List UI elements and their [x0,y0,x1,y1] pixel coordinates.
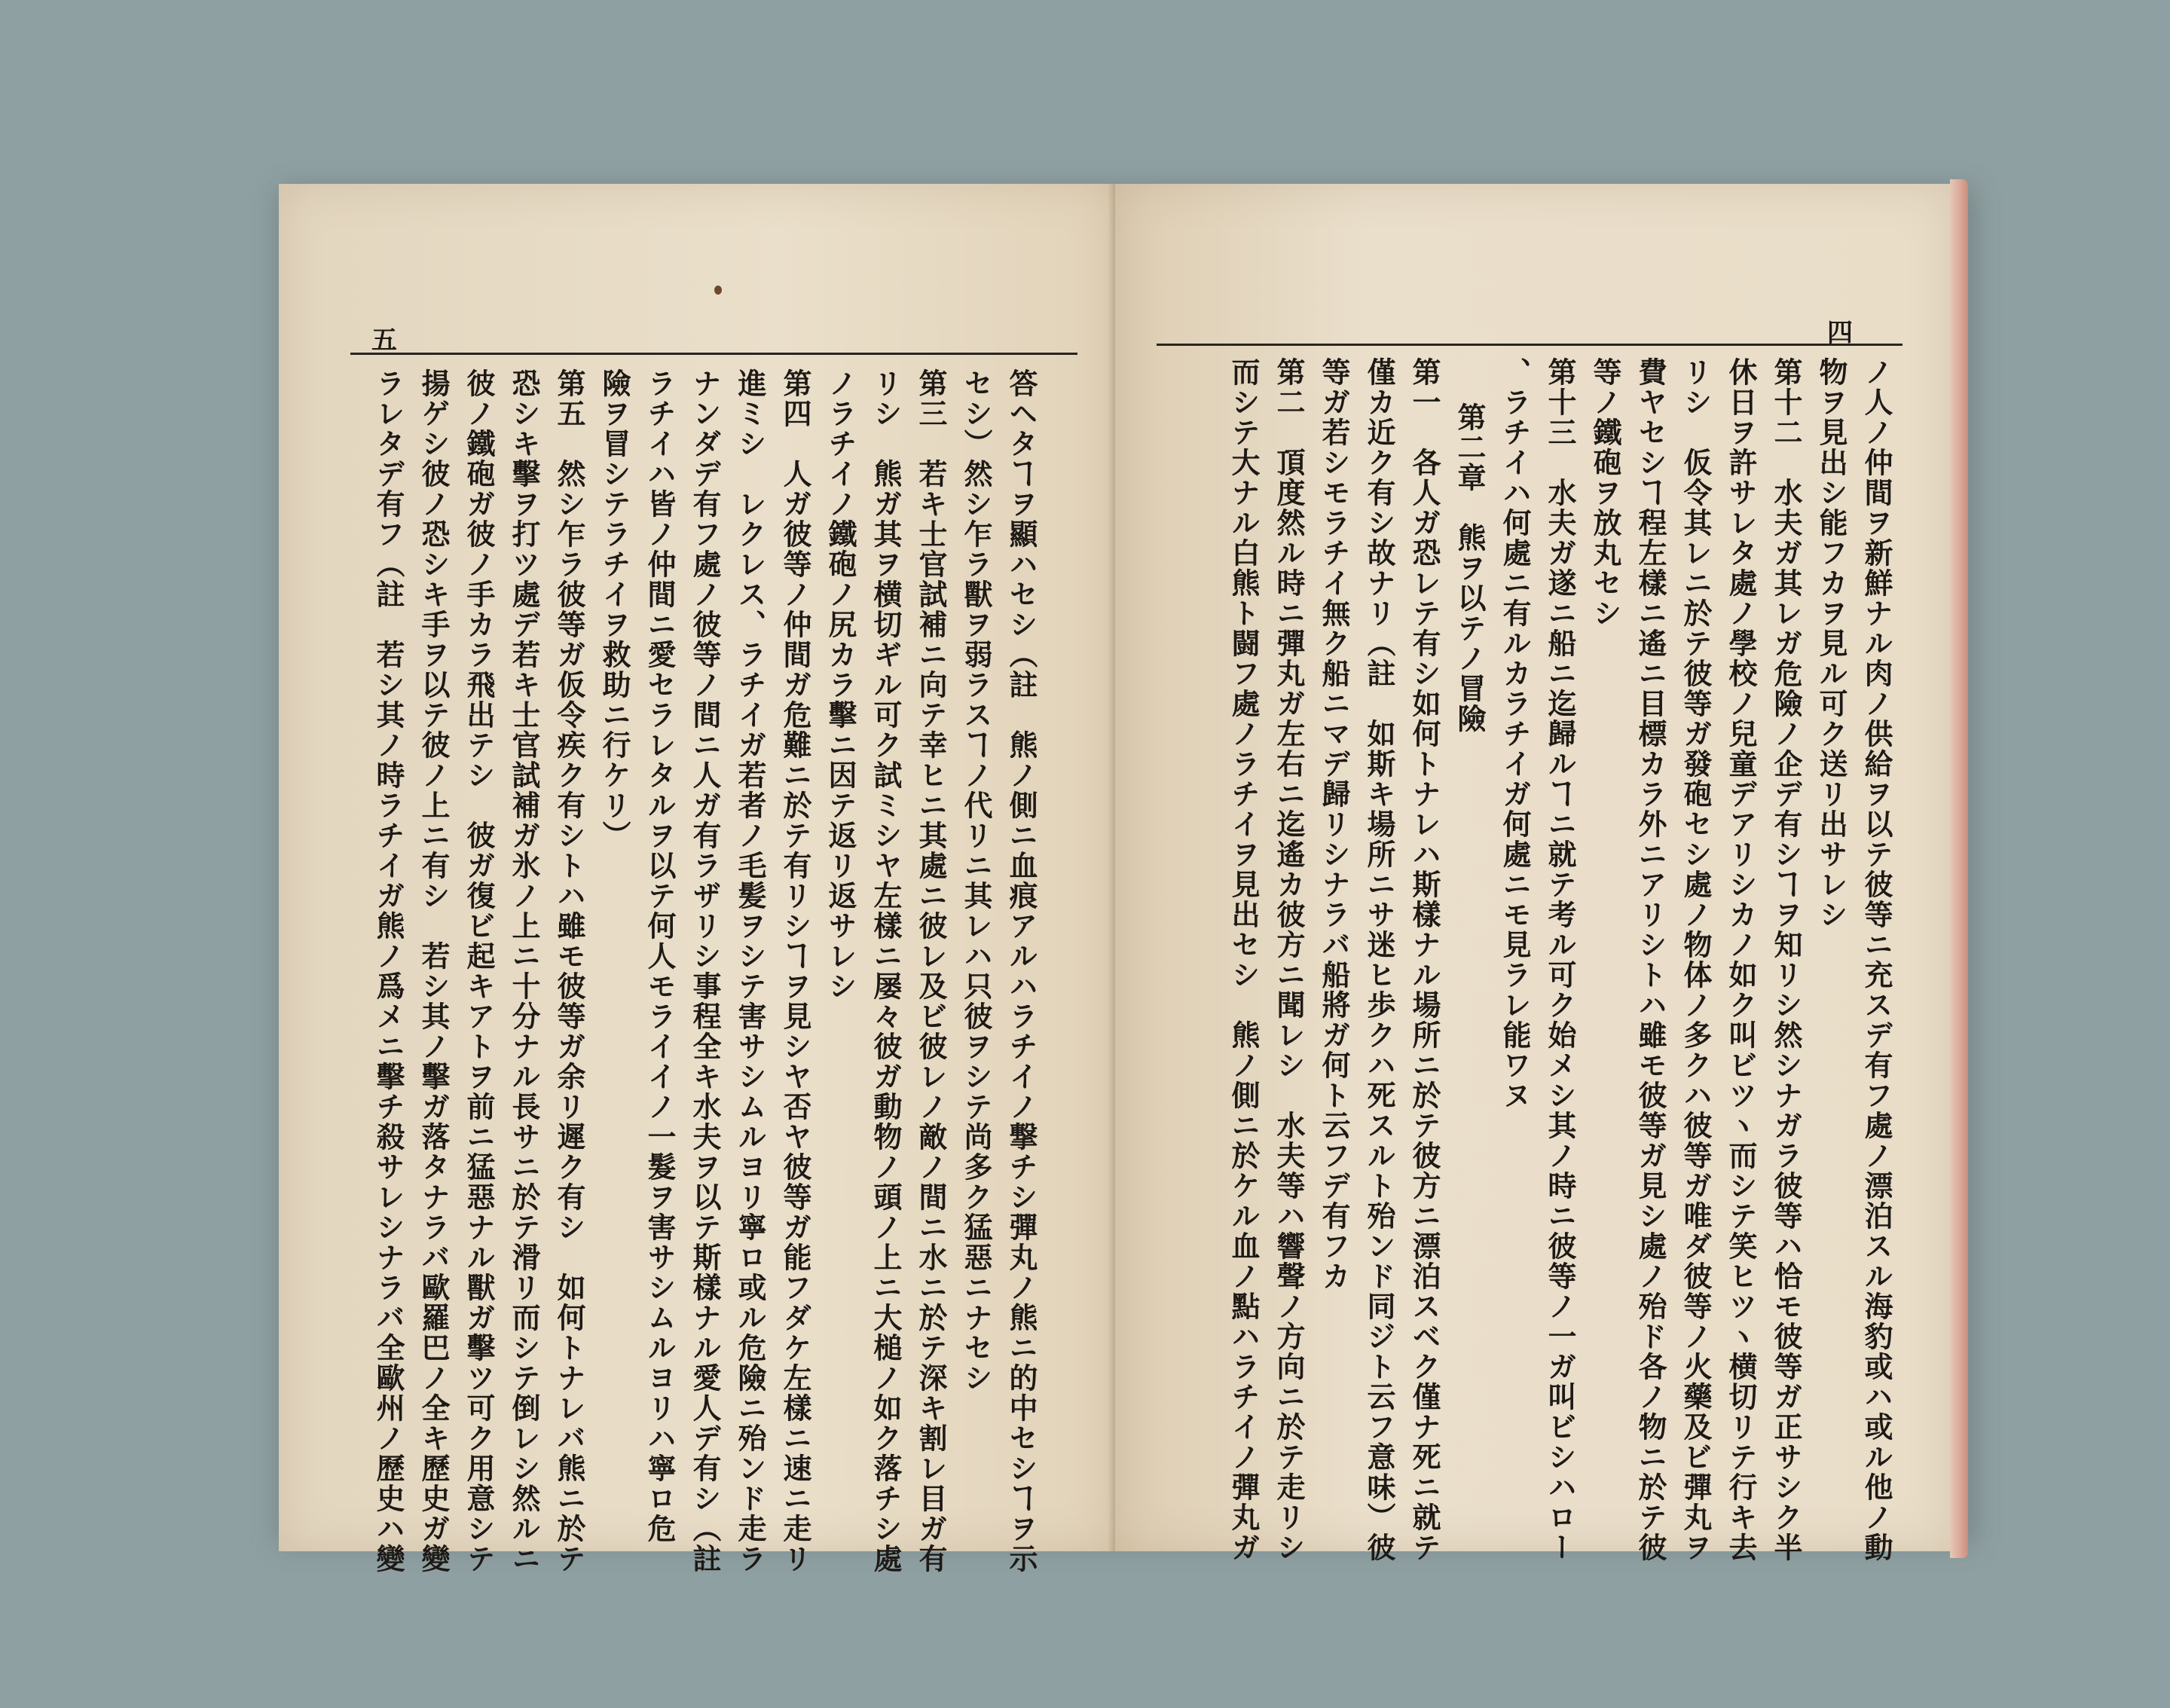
text-line: 而シテ大ナル白熊ト闘フ處ノラチイヲ見出セシ 熊ノ側ニ於ケル血ノ點ハラチイノ彈丸ガ [1227,357,1261,1563]
text-line: セシ）然シ乍ラ獸ヲ弱ラスヿノ代リニ其レハ只彼ヲシテ尚多ク猛惡ニナセシ [959,368,993,1393]
text-line: 費ヤセシヿ程左樣ニ遙ニ目標カラ外ニアリシトハ雖モ彼等ガ見シ處ノ殆ド各ノ物ニ於テ彼 [1634,357,1667,1563]
text-line: 、ラチイハ何處ニ有ルカラチイガ何處ニモ見ラレ能ワヌ [1498,357,1532,1111]
text-line: リシ 熊ガ其ヲ横切ギル可ク試ミシヤ左樣ニ屡々彼ガ動物ノ頭ノ上ニ大槌ノ如ク落チシ處 [869,368,903,1574]
text-line: 答ヘタヿヲ顯ハセシ（註 熊ノ側ニ血痕アルハラチイノ撃チシ彈丸ノ熊ニ的中セシヿヲ示 [1004,368,1038,1574]
text-line: 第十三 水夫ガ遂ニ船ニ迄歸ルヿニ就テ考ル可ク始メシ其ノ時ニ彼等ノ一ガ叫ビシハロー [1543,357,1577,1563]
text-line: 第三 若キ士官試補ニ向テ幸ヒニ其處ニ彼レ及ビ彼レノ敵ノ間ニ水ニ於テ深キ割レ目ガ有 [914,368,948,1574]
left-page-number: 五 [371,325,397,356]
text-line: 第二 頂度然ル時ニ彈丸ガ左右ニ迄遙カ彼方ニ聞レシ 水夫等ハ響聲ノ方向ニ於テ走リシ [1272,357,1306,1563]
text-line: 揚ゲシ彼ノ恐シキ手ヲ以テ彼ノ上ニ有シ 若シ其ノ擊ガ落タナラバ歐羅巴ノ全キ歷史ガ變 [417,368,451,1574]
text-line: ラレタデ有フ（註 若シ其ノ時ラチイガ熊ノ爲メニ擊チ殺サレシナラバ全歐州ノ歷史ハ變 [371,368,405,1574]
right-page-number: 四 [1827,318,1853,348]
text-line: 第四 人ガ彼等ノ仲間ガ危難ニ於テ有リシヿヲ見シヤ否ヤ彼等ガ能フダケ左樣ニ速ニ走リ [778,368,812,1574]
text-line: 第五 然シ乍ラ彼等ガ仮令疾ク有シトハ雖モ彼等ガ余リ遲ク有シ 如何トナレバ熊ニ於テ [552,368,586,1574]
page-edges [1950,179,1968,1558]
text-line: 恐シキ擊ヲ打ツ處デ若キ士官試補ガ氷ノ上ニ十分ナル長サニ於テ滑リ而シテ倒レシ然ルニ [507,368,541,1574]
left-page [279,184,1115,1574]
text-line: ノラチイノ鐵砲ノ尻カラ擊ニ因テ返リ返サレシ [824,368,857,1001]
text-line: 彼ノ鐵砲ガ彼ノ手カラ飛出テシ 彼ガ復ビ起キアトヲ前ニ猛惡ナル獸ガ擊ツ可ク用意シテ [462,368,496,1574]
text-line: ナンダデ有フ處ノ彼等ノ間ニ人ガ有ラザリシ事程全キ水夫ヲ以テ斯樣ナル愛人デ有シ（註 [688,368,722,1574]
text-line: 險ヲ冒シテラチイヲ救助ニ行ケリ） [598,368,631,851]
text-line: 第一 各人ガ恐レテ有シ如何トナレハ斯樣ナル場所ニ於テ彼方ニ漂泊スベク僅ナ死ニ就テ [1407,357,1441,1563]
text-line: 等ノ鐵砲ヲ放丸セシ [1588,357,1622,628]
text-line: 僅カ近ク有シ故ナリ（註 如斯キ場所ニサ迷ヒ歩クハ死スルト殆ンド同ジト云フ意味）彼 [1362,357,1396,1563]
text-line: 等ガ若シモラチイ無ク船ニマデ歸リシナラバ船將ガ何ト云フデ有フカ [1317,357,1351,1291]
text-line: 物ヲ見出シ能フカヲ見ル可ク送リ出サレシ [1814,357,1848,930]
text-line: 進ミシ レクレス、ラチイガ若者ノ毛髪ヲシテ害サシムルヨリ寧ロ或ル危險ニ殆ンド走ラ [733,368,767,1574]
text-line: リシ 仮令其レニ於テ彼等ガ發砲セシ處ノ物体ノ多クハ彼等ガ唯ダ彼等ノ火藥及ビ彈丸ヲ [1679,357,1713,1563]
left-page-text [320,368,1044,1574]
right-page-text [1160,357,1899,1563]
text-line: 休日ヲ許サレタ處ノ學校ノ兒童デアリシカノ如ク叫ビツヽ而シテ笑ヒツヽ横切リテ行キ去 [1724,357,1758,1563]
left-header-rule [350,353,1077,355]
right-header-rule [1157,344,1903,346]
chapter-title: 第二章 熊ヲ以テノ冒險 [1453,402,1487,734]
right-page [1115,184,1951,1563]
text-line: ノ人ノ仲間ヲ新鮮ナル肉ノ供給ヲ以テ彼等ニ充スデ有フ處ノ漂泊スル海豹或ハ或ル他ノ動 [1860,357,1893,1563]
ink-spot [714,286,722,295]
text-line: ラチイハ皆ノ仲間ニ愛セラレタルヲ以テ何人モライイノ一髮ヲ害サシムルヨリハ寧ロ危 [643,368,677,1544]
text-line: 第十二 水夫ガ其レガ危險ノ企デ有シヿヲ知リシ然シナガラ彼等ハ恰モ彼等ガ正サシク半 [1769,357,1803,1563]
